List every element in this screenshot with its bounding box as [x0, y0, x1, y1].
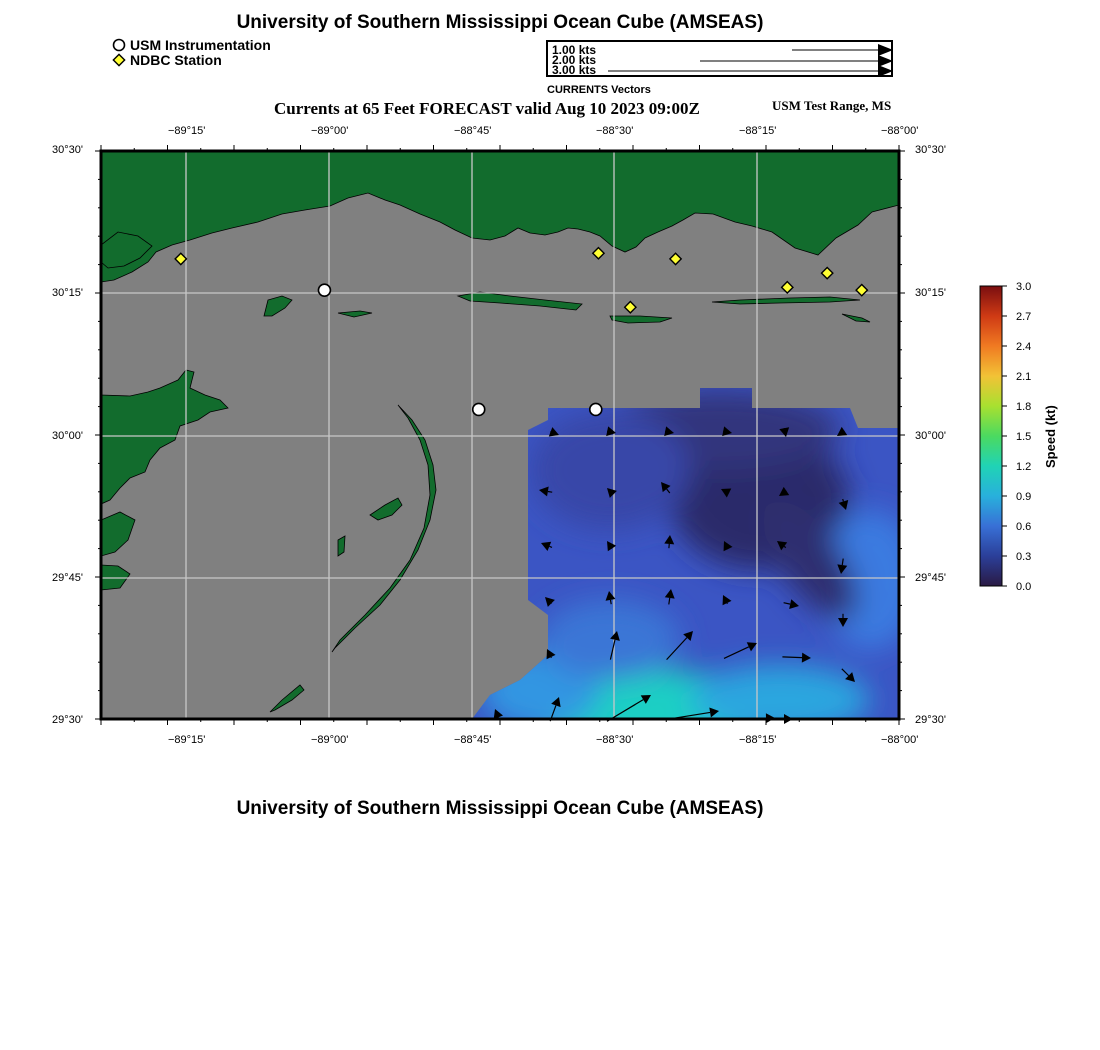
- vector-scale-1: 1.00 kts: [552, 43, 597, 57]
- lat-tick-left-3: 30°00': [52, 430, 83, 442]
- lon-tick-bottom-4: −88°30': [596, 734, 634, 746]
- range-name: USM Test Range, MS: [772, 98, 892, 113]
- colorbar-tick-9: 0.6: [1016, 521, 1032, 533]
- lat-tick-right-3: 30°00': [915, 430, 946, 442]
- lat-tick-right-2: 30°15': [915, 287, 946, 299]
- vector-scale-caption: CURRENTS Vectors: [547, 84, 651, 96]
- vector-scale-3: 3.00 kts: [552, 63, 597, 77]
- lon-tick-bottom-2: −89°00': [311, 734, 349, 746]
- lon-tick-top-4: −88°30': [596, 125, 634, 137]
- lon-tick-top-6: −88°00': [881, 125, 919, 137]
- colorbar-tick-10: 0.3: [1016, 551, 1032, 563]
- lon-tick-bottom-3: −88°45': [454, 734, 492, 746]
- map-title: Currents at 65 Feet FORECAST valid Aug 10 2023 09:00Z: [274, 99, 700, 118]
- vector-scale-2: 2.00 kts: [552, 53, 597, 67]
- lat-tick-left-1: 30°30': [52, 144, 83, 156]
- colorbar-tick-3: 2.4: [1016, 341, 1032, 353]
- usm-station-marker: [318, 284, 330, 296]
- colorbar-title: Speed (kt): [1043, 405, 1058, 468]
- lat-tick-right-1: 30°30': [915, 144, 946, 156]
- footer-title: University of Southern Mississippi Ocean Cube (AMSEAS): [236, 798, 764, 819]
- lat-tick-left-2: 30°15': [52, 287, 83, 299]
- colorbar-tick-8: 0.9: [1016, 491, 1032, 503]
- usm-station-marker: [590, 403, 602, 415]
- usm-station-marker: [473, 403, 485, 415]
- colorbar-tick-7: 1.2: [1016, 461, 1032, 473]
- colorbar-tick-2: 2.7: [1016, 311, 1032, 323]
- colorbar-tick-4: 2.1: [1016, 371, 1032, 383]
- page-title: University of Southern Mississippi Ocean Cube (AMSEAS): [236, 12, 764, 33]
- lon-tick-bottom-5: −88°15': [739, 734, 777, 746]
- colorbar-tick-6: 1.5: [1016, 431, 1032, 443]
- colorbar-tick-5: 1.8: [1016, 401, 1032, 413]
- speed-colorbar: [975, 280, 1015, 592]
- lon-tick-top-1: −89°15': [168, 125, 206, 137]
- legend-ndbc-label: NDBC Station: [130, 52, 222, 68]
- lon-tick-bottom-6: −88°00': [881, 734, 919, 746]
- lon-tick-top-2: −89°00': [311, 125, 349, 137]
- lat-tick-left-5: 29°30': [52, 714, 83, 726]
- colorbar-tick-11: 0.0: [1016, 581, 1032, 593]
- lat-tick-right-4: 29°45': [915, 572, 946, 584]
- legend-usm-label: USM Instrumentation: [130, 37, 271, 53]
- lon-tick-top-3: −88°45': [454, 125, 492, 137]
- lat-tick-left-4: 29°45': [52, 572, 83, 584]
- lat-tick-right-5: 29°30': [915, 714, 946, 726]
- colorbar-tick-1: 3.0: [1016, 281, 1032, 293]
- lon-tick-bottom-1: −89°15': [168, 734, 206, 746]
- lon-tick-top-5: −88°15': [739, 125, 777, 137]
